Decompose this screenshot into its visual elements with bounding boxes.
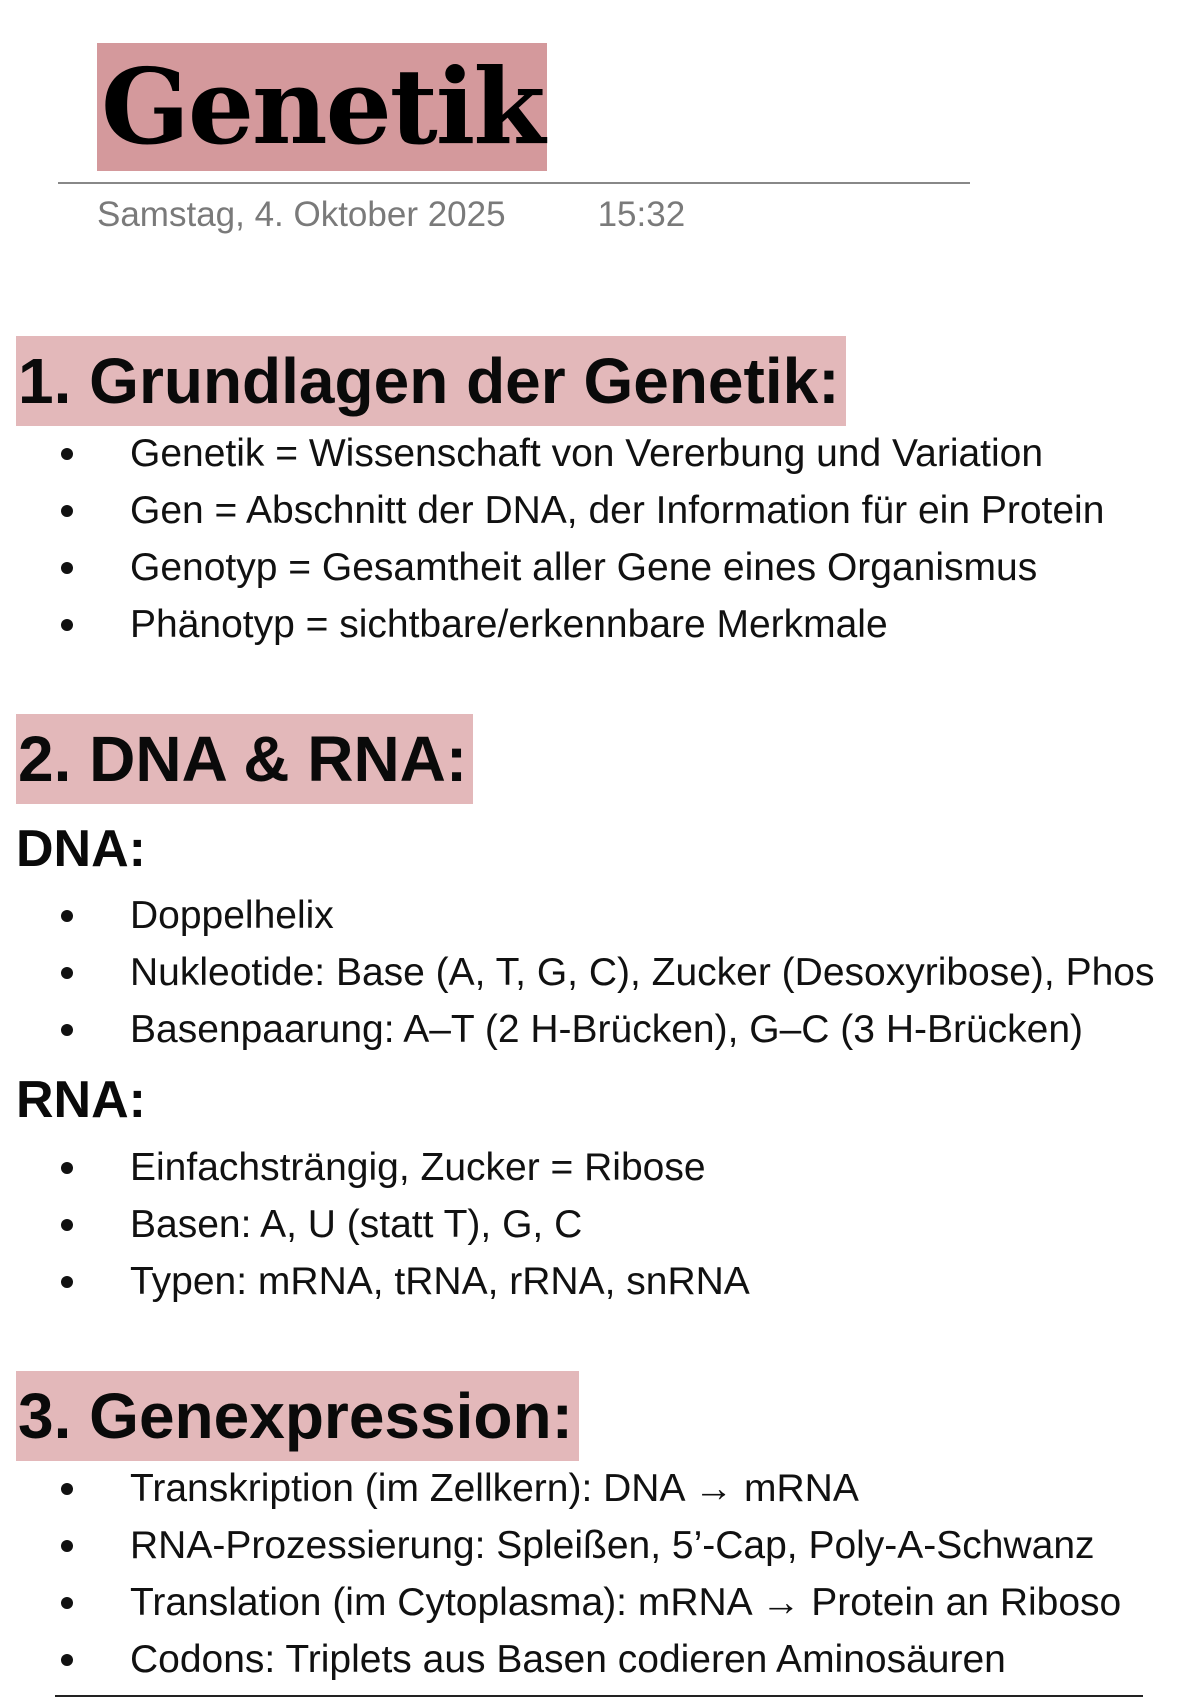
bullet-icon xyxy=(61,619,73,631)
bullet-icon xyxy=(61,1540,73,1552)
list-item-text: Genotyp = Gesamtheit aller Gene eines Organismus xyxy=(130,546,1038,589)
bullet-icon xyxy=(61,1654,73,1666)
bullet-icon xyxy=(61,505,73,517)
bullet-icon xyxy=(61,1597,73,1609)
list-item-text: Translation (im Cytoplasma): mRNA → Protein an Riboso xyxy=(130,1581,1122,1624)
list-item-text: Doppelhelix xyxy=(130,894,334,937)
section-heading-genexpression: 3. Genexpression: xyxy=(16,1371,579,1461)
list-item xyxy=(0,1139,1200,1196)
list-item xyxy=(0,482,1200,539)
bullet-icon xyxy=(61,562,73,574)
page-meta xyxy=(97,191,685,239)
bullet-icon xyxy=(61,1024,73,1036)
list-item xyxy=(0,1001,1200,1058)
bullet-icon xyxy=(61,910,73,922)
section-heading-dna-rna: 2. DNA & RNA: xyxy=(16,714,473,804)
bullet-icon xyxy=(61,1483,73,1495)
list-item-text: Genetik = Wissenschaft von Vererbung und Variation xyxy=(130,432,1044,475)
section-list-rna xyxy=(0,1139,1200,1310)
list-item-text: Nukleotide: Base (A, T, G, C), Zucker (Desoxyribose), Phos xyxy=(130,951,1155,994)
section-list-genexpression xyxy=(0,1460,1200,1688)
section-heading-grundlagen: 1. Grundlagen der Genetik: xyxy=(16,336,846,426)
subheading-rna: RNA: xyxy=(16,1071,146,1129)
list-item xyxy=(0,425,1200,482)
list-item-text: Einfachsträngig, Zucker = Ribose xyxy=(130,1146,706,1189)
title-divider xyxy=(58,182,970,184)
bullet-icon xyxy=(61,1162,73,1174)
bullet-icon xyxy=(61,448,73,460)
list-item xyxy=(0,887,1200,944)
bullet-icon xyxy=(61,1276,73,1288)
list-item xyxy=(0,944,1200,1001)
bullet-icon xyxy=(61,967,73,979)
section-list-dna xyxy=(0,887,1200,1058)
list-item xyxy=(0,1517,1200,1574)
list-item-text: Phänotyp = sichtbare/erkennbare Merkmale xyxy=(130,603,888,646)
list-item xyxy=(0,1196,1200,1253)
subheading-dna: DNA: xyxy=(16,820,146,878)
list-item-text: Typen: mRNA, tRNA, rRNA, snRNA xyxy=(130,1260,750,1303)
list-item-text: Transkription (im Zellkern): DNA → mRNA xyxy=(130,1467,859,1510)
list-item xyxy=(0,1631,1200,1688)
list-item xyxy=(0,1253,1200,1310)
list-item xyxy=(0,596,1200,653)
list-item xyxy=(0,1574,1200,1631)
title-block xyxy=(97,43,547,171)
list-item-text: Codons: Triplets aus Basen codieren Aminosäuren xyxy=(130,1638,1006,1681)
list-item-text: Gen = Abschnitt der DNA, der Information für ein Protein xyxy=(130,489,1105,532)
section-list-grundlagen xyxy=(0,425,1200,653)
list-item-text: RNA-Prozessierung: Spleißen, 5’-Cap, Poly-A-Schwanz xyxy=(130,1524,1095,1567)
bullet-icon xyxy=(61,1219,73,1231)
list-item xyxy=(0,539,1200,596)
page-time: 15:32 xyxy=(597,195,686,234)
list-item-text: Basenpaarung: A–T (2 H-Brücken), G–C (3 H-Brücken) xyxy=(130,1008,1084,1051)
page-date: Samstag, 4. Oktober 2025 xyxy=(97,195,506,234)
page-title[interactable]: Genetik xyxy=(97,43,547,171)
list-item-text: Basen: A, U (statt T), G, C xyxy=(130,1203,583,1246)
bottom-divider xyxy=(55,1695,1143,1697)
list-item xyxy=(0,1460,1200,1517)
